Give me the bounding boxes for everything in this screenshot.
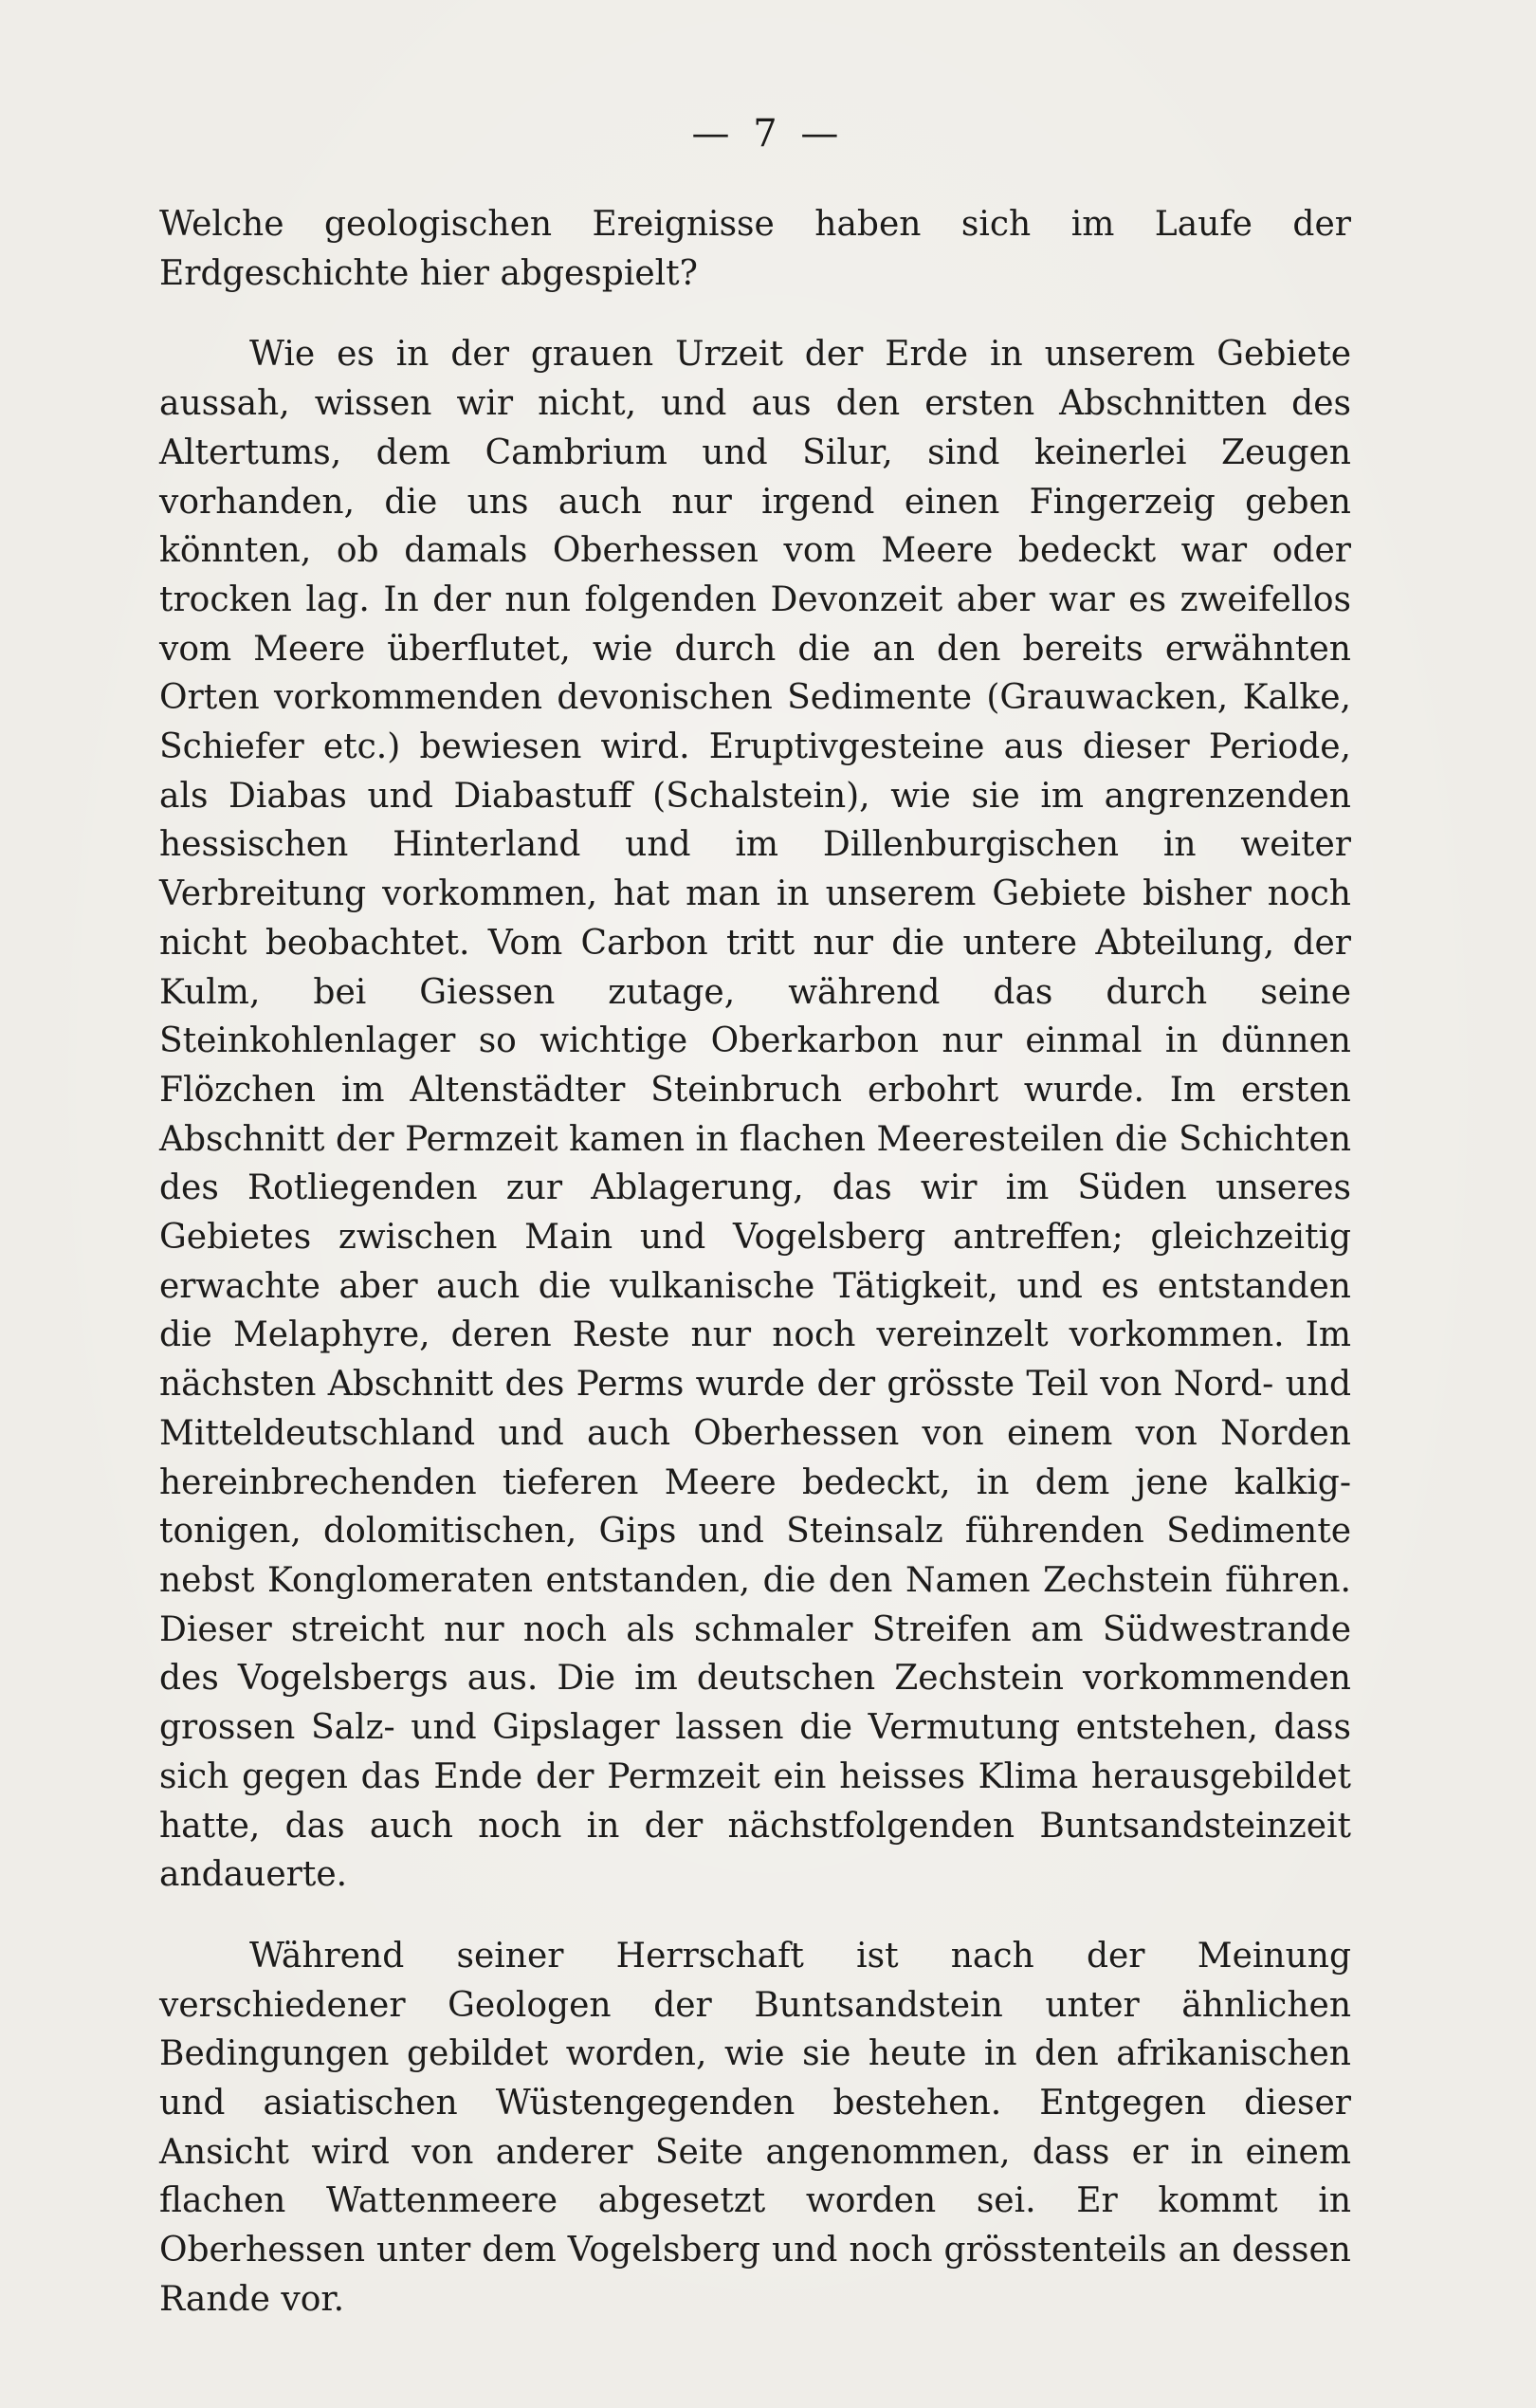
page-number: — 7 —	[691, 112, 845, 156]
paragraph-question: Welche geologischen Ereignisse haben sich im Laufe der Erdgeschichte hier abgespielt?	[159, 205, 1351, 293]
body-text	[159, 200, 1351, 2325]
paragraph-geological-history: Wie es in der grauen Urzeit der Erde in unserem Gebiete aussah, wissen wir nicht, und aus den ersten Abschnitten des Altertums, dem Cambrium und Silur, sind keinerlei Zeugen vorhanden, die uns auch nur irgend einen Fingerzeig geben könnten, ob damals Oberhessen vom Meere bedeckt war oder trocken lag. In der nun folgenden Devonzeit aber war es zweifellos vom Meere überflutet, wie durch die an den bereits erwähnten Orten vorkommenden devonischen Sedimente (Grauwacken, Kalke, Schiefer etc.) bewiesen wird. Eruptivgesteine aus dieser Periode, als Diabas und Diabastuff (Schalstein), wie sie im angrenzenden hessischen Hinterland und im Dillenburgischen in weiter Verbreitung vorkommen, hat man in unserem Gebiete bisher noch nicht beobachtet. Vom Carbon tritt nur die untere Abteilung, der Kulm, bei Giessen zutage, während das durch seine Steinkohlenlager so wichtige Oberkarbon nur einmal in dünnen Flözchen im Altenstädter Steinbruch erbohrt wurde. Im ersten Abschnitt der Permzeit kamen in flachen Meeresteilen die Schichten des Rotliegenden zur Ablagerung, das wir im Süden unseres Gebietes zwischen Main und Vogelsberg antreffen; gleichzeitig erwachte aber auch die vulkanische Tätigkeit, und es entstanden die Melaphyre, deren Reste nur noch vereinzelt vorkommen. Im nächsten Abschnitt des Perms wurde der grösste Teil von Nord- und Mitteldeutschland und auch Oberhessen von einem von Norden hereinbrechenden tieferen Meere bedeckt, in dem jene kalkig-tonigen, dolomitischen, Gips und Steinsalz führenden Sedimente nebst Konglomeraten entstanden, die den Namen Zechstein führen. Dieser streicht nur noch als schmaler Streifen am Südwestrande des Vogelsbergs aus. Die im deutschen Zechstein vorkommenden grossen Salz- und Gipslager lassen die Vermutung entstehen, dass sich gegen das Ende der Permzeit ein heisses Klima herausgebildet hatte, das auch noch in der nächstfolgenden Buntsandsteinzeit andauerte.	[159, 335, 1351, 1895]
paragraph-buntsandstein: Während seiner Herrschaft ist nach der Meinung verschiedener Geologen der Buntsandstein unter ähnlichen Bedingungen gebildet worden, wie sie heute in den afrikanischen und asiatischen Wüstengegenden bestehen. Entgegen dieser Ansicht wird von anderer Seite angenommen, dass er in einem flachen Wattenmeere abgesetzt worden sei. Er kommt in Oberhessen unter dem Vogelsberg und noch grösstenteils an dessen Rande vor.	[159, 1936, 1351, 2319]
